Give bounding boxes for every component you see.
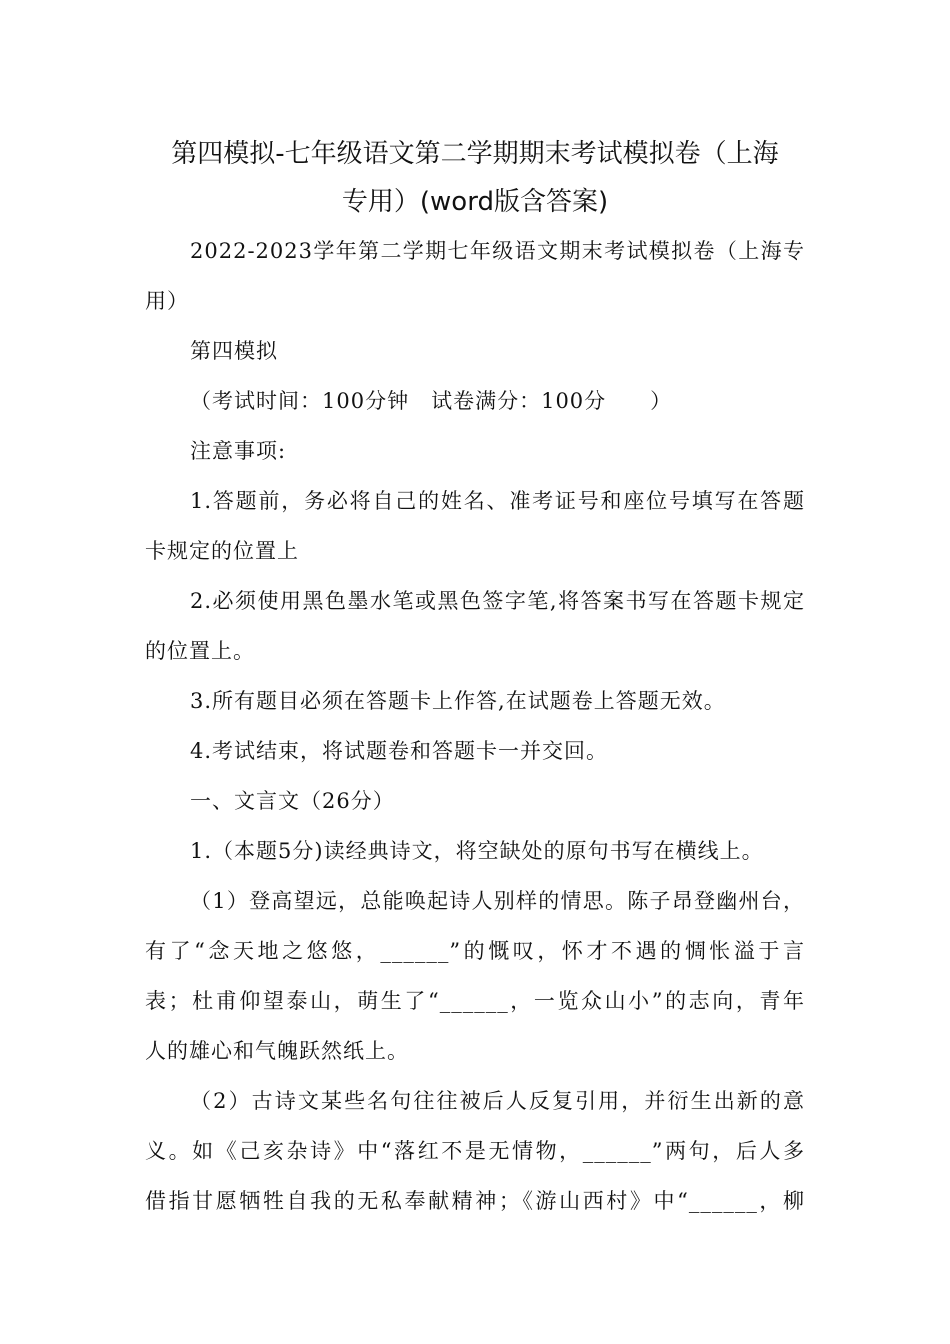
question-1-part-1-line-1: （1）登高望远，总能唤起诗人别样的情思。陈子昂登幽州台， bbox=[190, 889, 805, 913]
paper-heading-line-2: 用） bbox=[145, 289, 189, 313]
notice-item-3: 3.所有题目必须在答题卡上作答,在试题卷上答题无效。 bbox=[190, 689, 726, 713]
simulation-label: 第四模拟 bbox=[190, 339, 278, 363]
notice-item-1-line-2: 卡规定的位置上 bbox=[145, 539, 299, 563]
notice-heading: 注意事项: bbox=[190, 439, 287, 463]
question-1-part-2-line-3: 借指甘愿牺牲自我的无私奉献精神；《游山西村》中“______，柳 bbox=[145, 1189, 805, 1213]
question-1-prompt: 1.（本题5分)读经典诗文，将空缺处的原句书写在横线上。 bbox=[190, 839, 764, 863]
notice-item-1-line-1: 1.答题前，务必将自己的姓名、准考证号和座位号填写在答题 bbox=[190, 489, 805, 513]
document-title-line-1: 第四模拟-七年级语文第二学期期末考试模拟卷（上海 bbox=[171, 139, 779, 169]
paper-heading-line-1: 2022-2023学年第二学期七年级语文期末考试模拟卷（上海专 bbox=[190, 239, 805, 263]
section-heading: 一、文言文（26分） bbox=[190, 789, 395, 813]
notice-item-4: 4.考试结束，将试题卷和答题卡一并交回。 bbox=[190, 739, 609, 763]
question-1-part-2-line-2: 义。如《己亥杂诗》中“落红不是无情物，______”两句，后人多 bbox=[145, 1139, 805, 1163]
question-1-part-1-line-3: 表；杜甫仰望泰山，萌生了“______，一览众山小”的志向，青年 bbox=[145, 989, 805, 1013]
exam-time-info: （考试时间：100分钟 试卷满分：100分 ） bbox=[190, 389, 673, 413]
question-1-part-2-line-1: （2）古诗文某些名句往往被后人反复引用，并衍生出新的意 bbox=[190, 1089, 805, 1113]
question-1-part-1-line-2: 有了“念天地之悠悠，______”的慨叹，怀才不遇的惆怅溢于言 bbox=[145, 939, 805, 963]
document-title-line-2: 专用）(word版含答案) bbox=[341, 187, 609, 217]
question-1-part-1-line-4: 人的雄心和气魄跃然纸上。 bbox=[145, 1039, 409, 1063]
notice-item-2-line-1: 2.必须使用黑色墨水笔或黑色签字笔,将答案书写在答题卡规定 bbox=[190, 589, 805, 613]
notice-item-2-line-2: 的位置上。 bbox=[145, 639, 255, 663]
